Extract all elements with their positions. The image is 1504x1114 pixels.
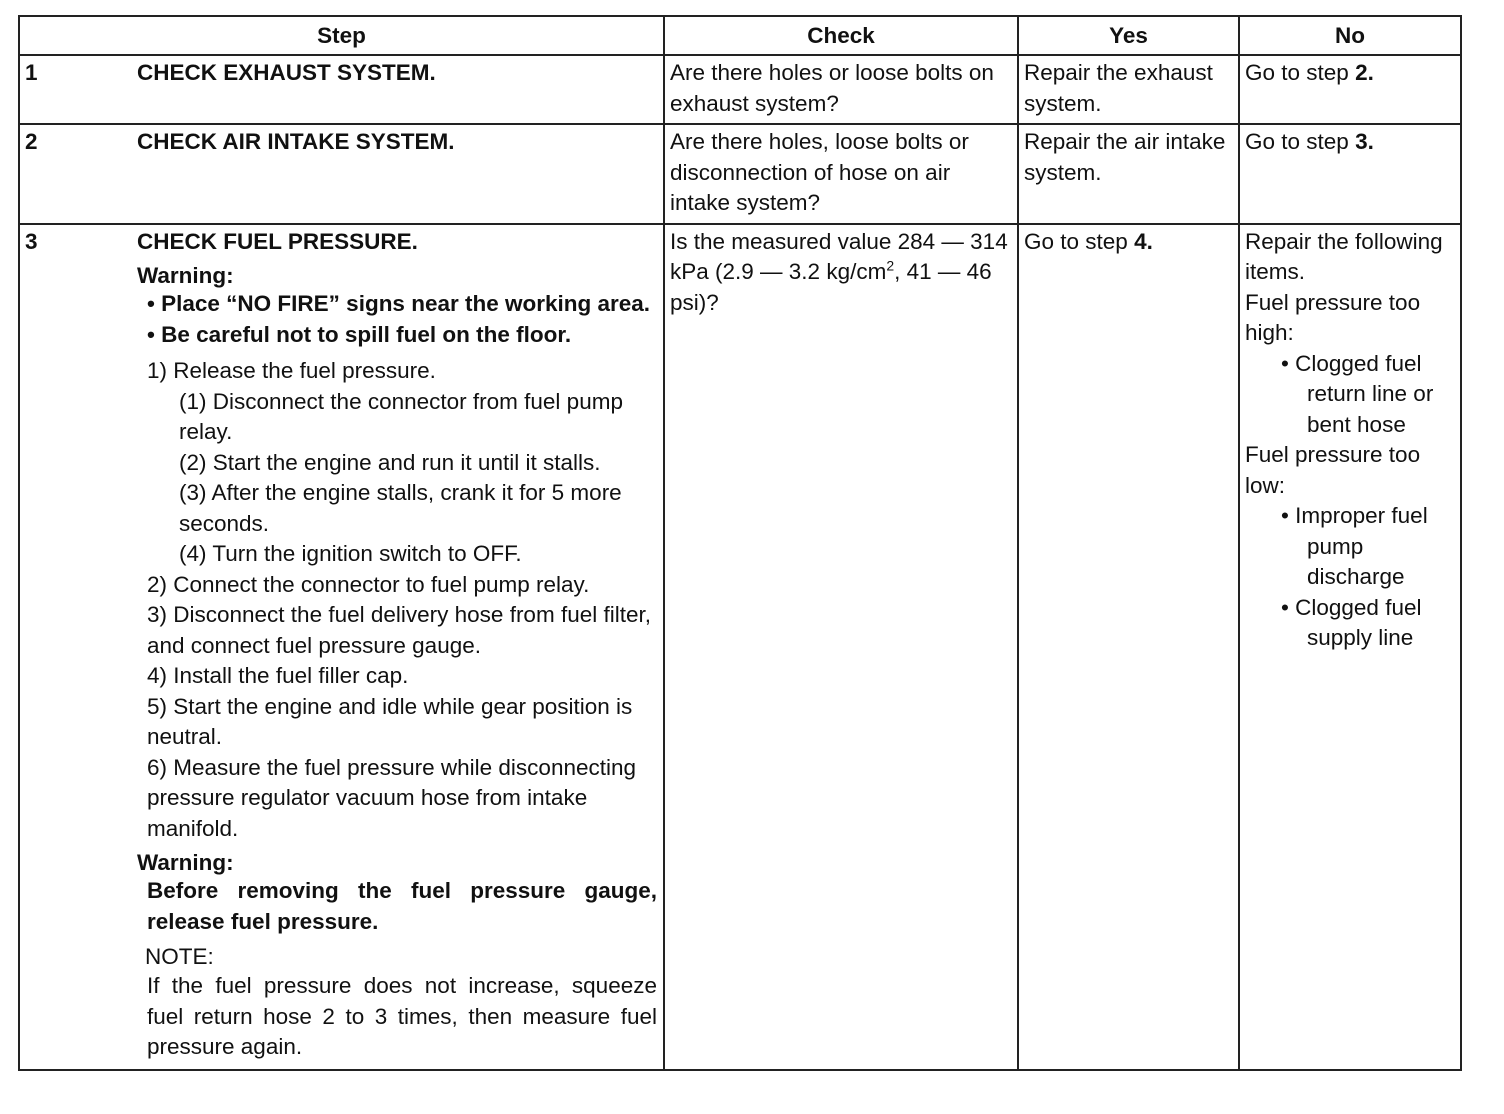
table-row xyxy=(19,124,1461,224)
no-cell xyxy=(1239,224,1461,1070)
header-check: Check xyxy=(664,16,1018,55)
condition-label: Fuel pressure too low: xyxy=(1245,442,1421,498)
condition-label: Fuel pressure too high: xyxy=(1245,289,1421,345)
procedure-step: 5) Start the engine and idle while gear position is neutral. xyxy=(147,693,633,749)
troubleshooting-table xyxy=(18,15,1462,1071)
check-cell xyxy=(664,224,1018,1070)
superscript: 2 xyxy=(886,257,895,274)
yes-cell: Repair the exhaust system. xyxy=(1018,55,1239,124)
step-number: 3 xyxy=(25,228,38,254)
no-cell xyxy=(1239,124,1461,224)
yes-step-ref: 4. xyxy=(1134,228,1153,254)
no-text: Go to step xyxy=(1245,60,1356,85)
procedure-step: 6) Measure the fuel pressure while disconnecting pressure regulator vacuum hose from intake manifold. xyxy=(147,754,637,841)
no-text: Go to step xyxy=(1245,129,1356,154)
procedure-step: 3) Disconnect the fuel delivery hose from fuel filter, and connect fuel pressure gauge. xyxy=(147,602,651,658)
step-number: 2 xyxy=(25,129,38,154)
warning-label: Warning: xyxy=(137,850,234,875)
check-text: Is the measured value 284 — 314 kPa (2.9 — 3.2 kg/cm xyxy=(670,228,1008,284)
warning-label: Warning: xyxy=(137,263,234,288)
no-step-ref: 2. xyxy=(1355,60,1374,85)
step-number: 1 xyxy=(25,60,38,85)
note-label: NOTE: xyxy=(145,944,214,969)
header-yes: Yes xyxy=(1018,16,1239,55)
step-title: CHECK FUEL PRESSURE. xyxy=(137,228,418,254)
check-cell: Are there holes or loose bolts on exhaust system? xyxy=(664,55,1018,124)
step-cell xyxy=(19,55,664,124)
yes-cell xyxy=(1018,224,1239,1070)
cause-item: • Improper fuel pump discharge xyxy=(1281,503,1428,589)
troubleshooting-document xyxy=(18,15,1460,1071)
warning-item: • Be careful not to spill fuel on the floor. xyxy=(147,321,572,347)
procedure-step: 2) Connect the connector to fuel pump relay. xyxy=(147,571,590,597)
procedure-substep: (2) Start the engine and run it until it stalls. xyxy=(179,449,601,475)
cause-item: • Clogged fuel supply line xyxy=(1281,594,1422,650)
table-header-row xyxy=(19,16,1461,55)
note-text: If the fuel pressure does not increase, squeeze fuel return hose 2 to 3 times, then measure fuel pressure again. xyxy=(147,973,657,1059)
warning-text: Before removing the fuel pressure gauge, release fuel pressure. xyxy=(147,878,657,934)
procedure-substep: (1) Disconnect the connector from fuel pump relay. xyxy=(179,388,623,444)
step-title: CHECK EXHAUST SYSTEM. xyxy=(137,60,436,85)
cause-item: • Clogged fuel return line or bent hose xyxy=(1281,350,1434,437)
header-step: Step xyxy=(19,16,664,55)
check-cell: Are there holes, loose bolts or disconnection of hose on air intake system? xyxy=(664,124,1018,224)
header-no: No xyxy=(1239,16,1461,55)
check-text-end: , 41 — 46 psi)? xyxy=(670,259,992,315)
warning-item: • Place “NO FIRE” signs near the working area. xyxy=(147,291,651,316)
table-row xyxy=(19,55,1461,124)
procedure-step: 1) Release the fuel pressure. xyxy=(147,358,436,383)
no-cell xyxy=(1239,55,1461,124)
table-row xyxy=(19,224,1461,1070)
yes-text: Go to step xyxy=(1024,228,1135,254)
no-step-ref: 3. xyxy=(1355,129,1374,154)
step-cell xyxy=(19,124,664,224)
procedure-step: 4) Install the fuel filler cap. xyxy=(147,663,409,688)
no-intro: Repair the following items. xyxy=(1245,228,1443,284)
procedure-substep: (3) After the engine stalls, crank it for 5 more seconds. xyxy=(179,480,622,536)
step-title: CHECK AIR INTAKE SYSTEM. xyxy=(137,129,455,154)
procedure-substep: (4) Turn the ignition switch to OFF. xyxy=(179,541,522,566)
yes-cell: Repair the air intake system. xyxy=(1018,124,1239,224)
step-cell xyxy=(19,224,664,1070)
